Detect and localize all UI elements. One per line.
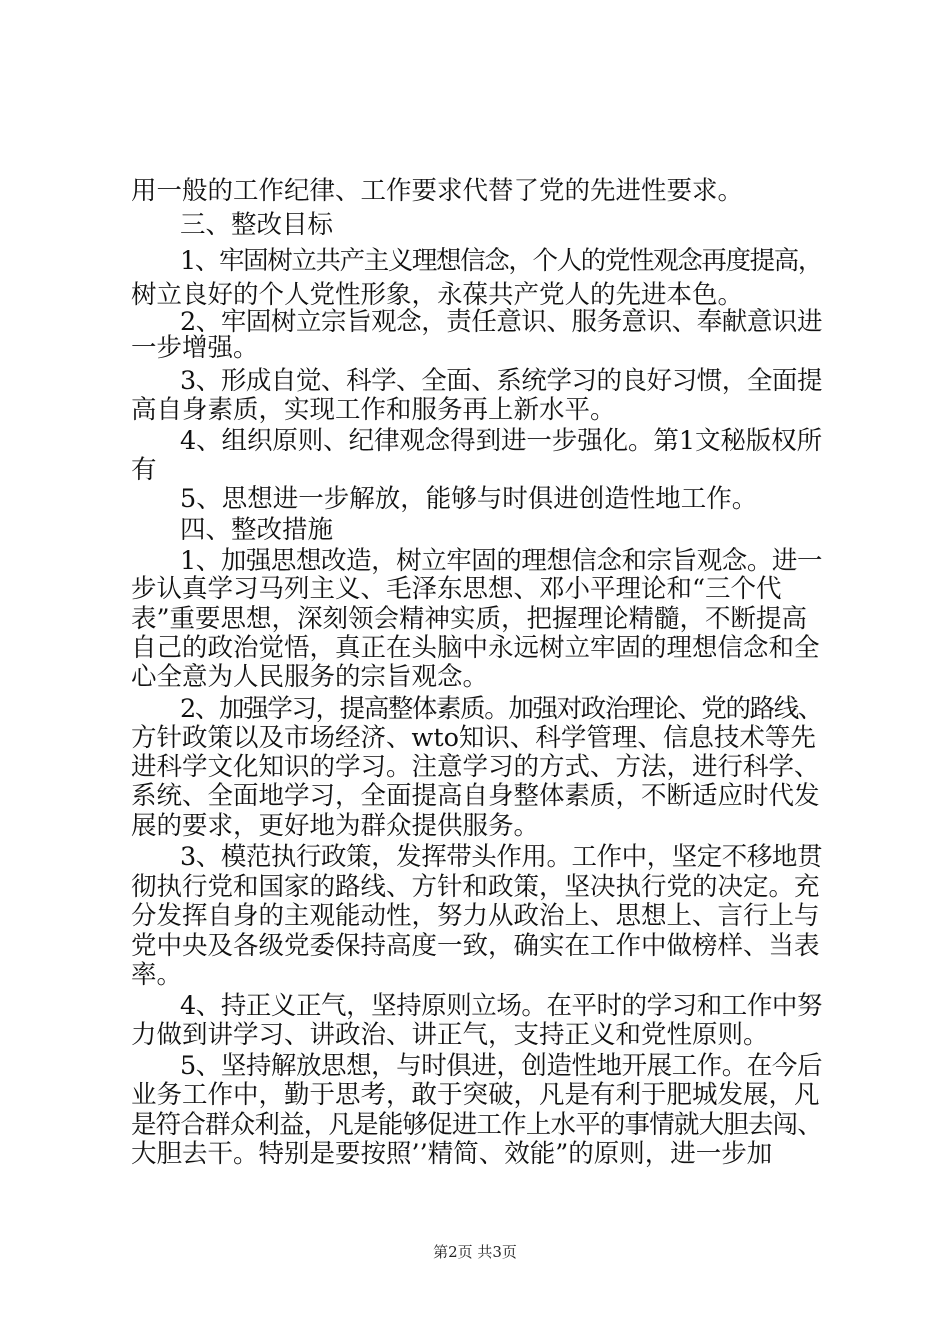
text-line: 系统、全面地学习，全面提高自身整体素质，不断适应时代发 [131, 781, 820, 811]
text-line: 党中央及各级党委保持高度一致，确实在工作中做榜样、当表 [131, 931, 820, 961]
text-line: 率。 [131, 960, 183, 990]
text-line: 4、组织原则、纪律观念得到进一步强化。第1文秘版权所 [180, 426, 822, 456]
text-line: 5、思想进一步解放，能够与时俱进创造性地工作。 [180, 484, 758, 514]
text-line: 5、坚持解放思想，与时俱进，创造性地开展工作。在今后 [180, 1051, 822, 1081]
text-line: 4、持正义正气，坚持原则立场。在平时的学习和工作中努 [180, 991, 822, 1021]
text-line: 力做到讲学习、讲政治、讲正气，支持正义和党性原则。 [131, 1020, 769, 1050]
text-line: 步认真学习马列主义、毛泽东思想、邓小平理论和“三个代 [131, 574, 782, 604]
text-line: 心全意为人民服务的宗旨观念。 [131, 662, 489, 692]
text-line: 表”重要思想，深刻领会精神实质，把握理论精髓，不断提高 [131, 604, 808, 634]
page-number-footer: 第2页 共3页 [433, 1243, 517, 1261]
text-line: 自己的政治觉悟，真正在头脑中永远树立牢固的理想信念和全 [131, 633, 820, 663]
text-line: 是符合群众利益，凡是能够促进工作上水平的事情就大胆去闯、 [131, 1110, 822, 1140]
text-line: 方针政策以及市场经济、wto知识、科学管理、信息技术等先 [131, 723, 816, 753]
section-heading: 四、整改措施 [180, 515, 334, 545]
text-line: 彻执行党和国家的路线、方针和政策，坚决执行党的决定。充 [131, 872, 820, 902]
text-line: 分发挥自身的主观能动性，努力从政治上、思想上、言行上与 [131, 901, 820, 931]
text-line: 1、加强思想改造，树立牢固的理想信念和宗旨观念。进一 [180, 546, 822, 576]
text-line: 1、牢固树立共产主义理想信念，个人的党性观念再度提高， [180, 246, 822, 276]
text-line: 一步增强。 [131, 333, 259, 363]
text-line: 展的要求，更好地为群众提供服务。 [131, 811, 540, 841]
text-line: 树立良好的个人党性形象，永葆共产党人的先进本色。 [131, 280, 744, 310]
text-line: 大胆去干。特别是要按照’’精简、效能”的原则，进一步加 [131, 1139, 773, 1169]
text-line: 用一般的工作纪律、工作要求代替了党的先进性要求。 [131, 176, 744, 206]
text-line: 3、形成自觉、科学、全面、系统学习的良好习惯，全面提 [180, 366, 822, 396]
text-line: 业务工作中，勤于思考，敢于突破，凡是有利于肥城发展，凡 [131, 1080, 820, 1110]
text-line: 有 [131, 455, 157, 485]
text-line: 进科学文化知识的学习。注意学习的方式、方法，进行科学、 [131, 752, 820, 782]
text-line: 2、加强学习，提高整体素质。加强对政治理论、党的路线、 [180, 694, 822, 724]
text-line: 高自身素质，实现工作和服务再上新水平。 [131, 395, 616, 425]
text-line: 3、模范执行政策，发挥带头作用。工作中，坚定不移地贯 [180, 842, 822, 872]
section-heading: 三、整改目标 [180, 210, 334, 240]
text-line: 2、牢固树立宗旨观念，责任意识、服务意识、奉献意识进 [180, 307, 822, 337]
